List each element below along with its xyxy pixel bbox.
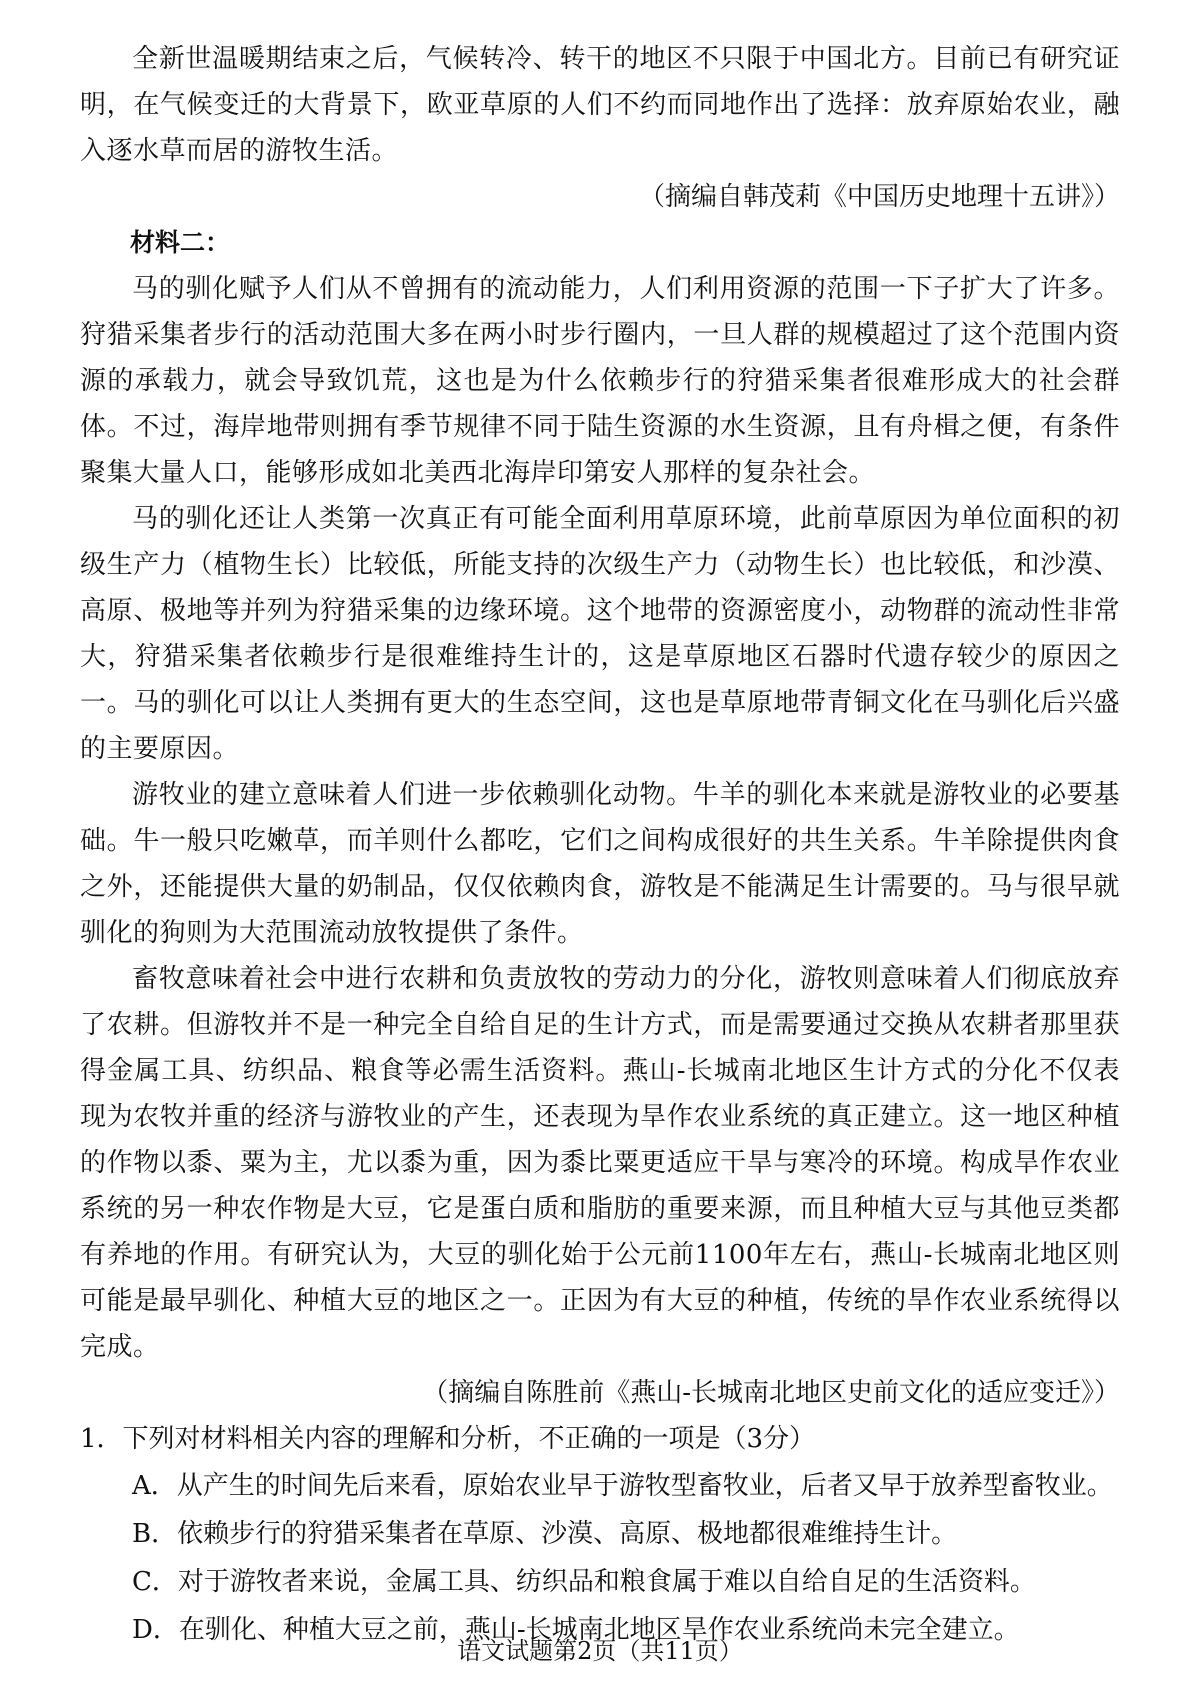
material2-heading: 材料二： (130, 228, 231, 257)
question-1-option-c: C．对于游牧者来说，金属工具、纺织品和粮食属于难以自给自足的生活资料。 (132, 1567, 1036, 1597)
material2-paragraph-3: 游牧业的建立意味着人们进一步依赖驯化动物。牛羊的驯化本来就是游牧业的必要基础。牛一般只吃嫩草，而羊则什么都吃，它们之间构成很好的共生关系。牛羊除提供肉食之外，还能提供大量的奶制品，仅仅依赖肉食，游牧是不能满足生计需要的。马与很早就驯化的狗则为大范围流动放牧提供了条件。 (80, 780, 1120, 948)
material2-paragraph-4: 畜牧意味着社会中进行农耕和负责放牧的劳动力的分化，游牧则意味着人们彻底放弃了农耕。但游牧并不是一种完全自给自足的生计方式，而是需要通过交换从农耕者那里获得金属工具、纺织品、粮食等必需生活资料。燕山-长城南北地区生计方式的分化不仅表现为农牧并重的经济与游牧业的产生，还表现为旱作农业系统的真正建立。这一地区种植的作物以黍、粟为主，尤以黍为重，因为黍比粟更适应干旱与寒冷的环境。构成旱作农业系统的另一种农作物是大豆，它是蛋白质和脂肪的重要来源，而且种植大豆与其他豆类都有养地的作用。有研究认为，大豆的驯化始于公元前1100年左右，燕山-长城南北地区则可能是最早驯化、种植大豆的地区之一。正因为有大豆的种植，传统的旱作农业系统得以完成。 (80, 964, 1120, 1362)
question-1-option-a: A．从产生的时间先后来看，原始农业早于游牧型畜牧业，后者又早于放养型畜牧业。 (132, 1471, 1113, 1501)
material2-paragraph-2: 马的驯化还让人类第一次真正有可能全面利用草原环境，此前草原因为单位面积的初级生产力（植物生长）比较低，所能支持的次级生产力（动物生长）也比较低，和沙漠、高原、极地等并列为狩猎采集的边缘环境。这个地带的资源密度小，动物群的流动性非常大，狩猎采集者依赖步行是很难维持生计的，这是草原地区石器时代遗存较少的原因之一。马的驯化可以让人类拥有更大的生态空间，这也是草原地带青铜文化在马驯化后兴盛的主要原因。 (80, 504, 1120, 764)
question-1-option-b: B．依赖步行的狩猎采集者在草原、沙漠、高原、极地都很难维持生计。 (132, 1519, 958, 1549)
material1-closing-paragraph: 全新世温暖期结束之后，气候转冷、转干的地区不只限于中国北方。目前已有研究证明，在气候变迁的大背景下，欧亚草原的人们不约而同地作出了选择：放弃原始农业，融入逐水草而居的游牧生活。 (80, 44, 1120, 166)
material2-source: （摘编自陈胜前《燕山-长城南北地区史前文化的适应变迁》） (422, 1378, 1120, 1408)
page-footer: 语文试题第2页（共11页） (457, 1637, 743, 1665)
question-1-option-d: D．在驯化、种植大豆之前，燕山-长城南北地区旱作农业系统尚未完全建立。 (132, 1615, 1020, 1645)
question-1-stem: 1．下列对材料相关内容的理解和分析，不正确的一项是（3分） (80, 1424, 816, 1454)
material1-source: （摘编自韩茂莉《中国历史地理十五讲》） (638, 182, 1120, 212)
material2-paragraph-1: 马的驯化赋予人们从不曾拥有的流动能力，人们利用资源的范围一下子扩大了许多。狩猎采集者步行的活动范围大多在两小时步行圈内，一旦人群的规模超过了这个范围内资源的承载力，就会导致饥荒，这也是为什么依赖步行的狩猎采集者很难形成大的社会群体。不过，海岸地带则拥有季节规律不同于陆生资源的水生资源，且有舟楫之便，有条件聚集大量人口，能够形成如北美西北海岸印第安人那样的复杂社会。 (80, 274, 1120, 488)
exam-page (80, 36, 1120, 1654)
